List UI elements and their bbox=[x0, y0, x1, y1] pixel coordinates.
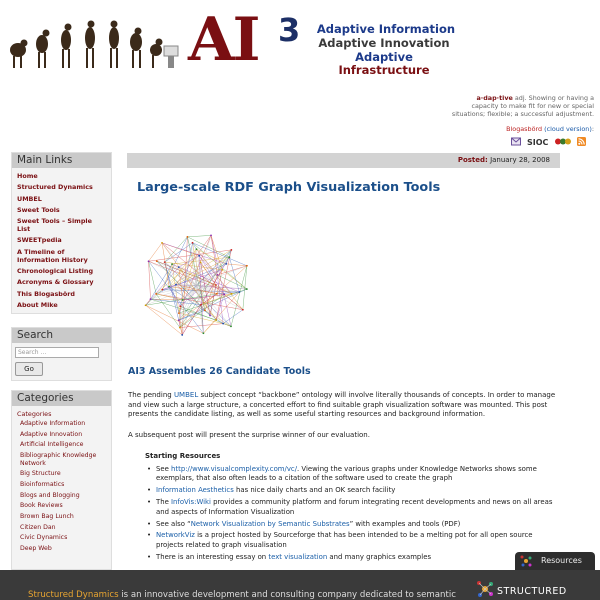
resources-heading: Starting Resources bbox=[145, 452, 221, 460]
list-item bbox=[146, 486, 556, 495]
main-links-title: Main Links bbox=[12, 153, 111, 168]
graph-node bbox=[148, 260, 150, 262]
graph-node bbox=[156, 260, 158, 262]
footer-description: is an innovative development and consulting company dedicated to semantic bbox=[118, 590, 456, 600]
graph-edge bbox=[211, 235, 231, 326]
list-item bbox=[146, 553, 556, 562]
graph-edge bbox=[180, 324, 223, 328]
graph-node bbox=[200, 304, 202, 306]
post-subheading: AI3 Assembles 26 Candidate Tools bbox=[128, 366, 311, 377]
post-date-bar bbox=[127, 153, 560, 168]
graph-node bbox=[216, 274, 218, 276]
graph-node bbox=[230, 326, 232, 328]
graph-node bbox=[202, 332, 204, 334]
structured-dynamics-logo-icon bbox=[476, 580, 494, 598]
graph-edge bbox=[146, 305, 183, 335]
graph-node bbox=[221, 269, 223, 271]
categories-heading: Categories bbox=[17, 410, 52, 418]
graph-node bbox=[242, 309, 244, 311]
graph-edge bbox=[169, 287, 223, 324]
graph-edge bbox=[196, 285, 224, 294]
graph-node bbox=[228, 256, 230, 258]
graph-edge bbox=[196, 257, 229, 285]
main-link-sweet-tools[interactable]: Sweet Tools bbox=[17, 205, 60, 214]
footer-text bbox=[28, 590, 456, 600]
tagline-line-4: Infrastructure bbox=[338, 63, 430, 77]
intro-paragraph bbox=[128, 391, 560, 420]
graph-node bbox=[231, 293, 233, 295]
graph-edge bbox=[165, 262, 223, 270]
graph-node bbox=[215, 284, 217, 286]
graph-edge bbox=[172, 264, 179, 267]
graph-edge bbox=[146, 305, 204, 333]
category-item[interactable]: Bibliographic Knowledge Network bbox=[20, 452, 97, 467]
graph-edge bbox=[165, 237, 188, 262]
category-item[interactable]: Blogs and Blogging bbox=[20, 491, 80, 499]
resources-tab[interactable]: Resources bbox=[515, 552, 595, 570]
graph-edge bbox=[222, 270, 247, 289]
tagline-line-1: Adaptive Information bbox=[316, 22, 456, 36]
search-title: Search bbox=[12, 328, 111, 343]
resource-text: There is an interesting essay on bbox=[156, 552, 269, 561]
main-links-box bbox=[11, 152, 112, 314]
search-box bbox=[11, 327, 112, 381]
evolution-illustration bbox=[4, 8, 182, 70]
category-item[interactable]: Adaptive Innovation bbox=[20, 430, 83, 438]
networkviz-link[interactable]: NetworkViz bbox=[156, 531, 195, 540]
resource-text: ” with examples and tools (PDF) bbox=[349, 519, 461, 528]
graph-node bbox=[164, 261, 166, 263]
structured-dynamics-logo-text[interactable]: STRUCTURED bbox=[497, 586, 567, 597]
graph-node bbox=[171, 263, 173, 265]
main-link-umbel[interactable]: UMBEL bbox=[17, 194, 42, 203]
graph-node bbox=[198, 255, 200, 257]
definition-term: a·dap·tive bbox=[476, 94, 513, 102]
infovis-wiki-link[interactable]: InfoVis:Wiki bbox=[171, 498, 211, 507]
graph-edge bbox=[187, 235, 211, 237]
resources-icon bbox=[520, 555, 532, 567]
category-item[interactable]: Civic Dynamics bbox=[20, 534, 68, 542]
resource-text: See bbox=[156, 465, 172, 473]
category-item[interactable]: Deep Web bbox=[20, 545, 52, 553]
graph-node bbox=[192, 242, 194, 244]
graph-node bbox=[196, 248, 198, 250]
umbel-link[interactable]: UMBEL bbox=[173, 391, 199, 399]
graph-edge bbox=[149, 261, 151, 299]
main-links-list bbox=[12, 168, 111, 316]
graph-node bbox=[168, 286, 170, 288]
graph-node bbox=[175, 284, 177, 286]
graph-edge bbox=[180, 250, 232, 328]
graph-node bbox=[238, 291, 240, 293]
resources-list bbox=[146, 465, 556, 565]
text-visualization-link[interactable]: text visualization bbox=[268, 552, 328, 561]
graph-node bbox=[215, 319, 217, 321]
social-icons bbox=[486, 134, 586, 148]
category-item[interactable]: Brown Bag Lunch bbox=[20, 513, 74, 521]
graph-node bbox=[150, 298, 152, 300]
graph-node bbox=[178, 312, 180, 314]
main-link-structured-dynamics[interactable]: Structured Dynamics bbox=[17, 183, 93, 192]
post-title[interactable]: Large-scale RDF Graph Visualization Tools bbox=[137, 180, 441, 195]
structured-dynamics-link[interactable]: Structured Dynamics bbox=[28, 590, 119, 600]
categories-title: Categories bbox=[12, 391, 111, 406]
intro-text-end: subject concept “backbone” ontology will involve literally thousands of concepts. In order to manage and view such a large structure, a concerted effort to find suitable graph visualization software was mounted. This post presents the candidate listing, as well as some useful starting resources and background information. bbox=[128, 391, 556, 419]
main-link-about-mike[interactable]: About Mike bbox=[17, 300, 58, 309]
resource-text: The bbox=[156, 498, 172, 507]
graph-node bbox=[246, 265, 248, 267]
graph-edge bbox=[156, 294, 183, 300]
graph-node bbox=[204, 309, 206, 311]
graph-node bbox=[178, 266, 180, 268]
search-go-button[interactable]: Go bbox=[15, 362, 43, 376]
graph-node bbox=[223, 293, 225, 295]
category-item[interactable]: Big Structure bbox=[20, 470, 61, 478]
resource-text: has nice daily charts and an OK search facility bbox=[233, 486, 396, 495]
rss-icon[interactable] bbox=[577, 137, 586, 146]
graph-edge bbox=[149, 243, 162, 261]
graph-node bbox=[210, 234, 212, 236]
posted-label: Posted: bbox=[457, 156, 488, 164]
graph-node bbox=[179, 327, 181, 329]
graph-node bbox=[145, 304, 147, 306]
graph-node bbox=[209, 315, 211, 317]
graph-edge bbox=[226, 264, 247, 266]
main-link-blogasbord[interactable]: This Blogasbörd bbox=[17, 289, 75, 298]
definition-block bbox=[450, 94, 594, 118]
posted-date: January 28, 2008 bbox=[490, 156, 550, 164]
graph-edge bbox=[229, 257, 239, 292]
cloud-version-link[interactable]: (cloud version) bbox=[544, 125, 592, 133]
graph-node bbox=[179, 305, 181, 307]
graph-edge bbox=[151, 264, 173, 299]
logo-superscript[interactable]: 3 bbox=[278, 11, 301, 49]
resource-text: is a project hosted by Sourceforge that has been intended to be a melting pot for all open source projects related to graph visualisation bbox=[156, 531, 533, 549]
graph-node bbox=[225, 263, 227, 265]
categories-box bbox=[11, 390, 112, 570]
category-item[interactable]: Bioinformatics bbox=[20, 480, 65, 488]
tagline-line-3: Adaptive bbox=[355, 50, 413, 64]
resource-text: . Viewing the various graphs under Knowledge Networks shows some exemplars, that also often leads to a citation of the software used to create the graph bbox=[156, 465, 537, 483]
search-input[interactable]: Search ... bbox=[15, 347, 99, 358]
graph-edge bbox=[203, 320, 216, 333]
graph-node bbox=[181, 334, 183, 336]
blog-links-suffix: : bbox=[591, 125, 594, 133]
list-item bbox=[146, 520, 556, 529]
graph-node bbox=[230, 249, 232, 251]
graph-node bbox=[155, 293, 157, 295]
graph-edge bbox=[187, 237, 229, 257]
logo-ai[interactable]: AI bbox=[188, 5, 259, 75]
graph-node bbox=[222, 323, 224, 325]
main-link-home[interactable]: Home bbox=[17, 172, 38, 180]
graph-node bbox=[182, 299, 184, 301]
graph-visualization-image bbox=[128, 225, 268, 345]
followup-paragraph: A subsequent post will present the surprise winner of our evaluation. bbox=[128, 431, 370, 439]
semantic-substrates-link[interactable]: Network Visualization by Semantic Substrates bbox=[190, 519, 350, 528]
graph-node bbox=[216, 293, 218, 295]
graph-node bbox=[161, 242, 163, 244]
category-item[interactable]: Citizen Dan bbox=[20, 523, 56, 531]
list-item bbox=[146, 531, 556, 550]
intro-text-start: The pending bbox=[128, 391, 174, 399]
graph-node bbox=[246, 288, 248, 290]
graph-node bbox=[161, 289, 163, 291]
resource-text: See also “ bbox=[156, 519, 191, 528]
visualcomplexity-link[interactable]: http://www.visualcomplexity.com/vc/ bbox=[171, 465, 298, 473]
definition-text: adj. Showing or having a capacity to make fit for new or special situations; flexible; a successful adjustment. bbox=[451, 94, 594, 118]
blogasbord-link[interactable]: Blogasbörd bbox=[506, 125, 543, 133]
graph-node bbox=[200, 261, 202, 263]
graph-edge bbox=[223, 310, 243, 324]
resource-text: provides a community platform and forum integrating recent developments and news on all areas and aspects of Information Visualization bbox=[156, 498, 553, 516]
main-link-timeline[interactable]: A Timeline of Information History bbox=[17, 247, 88, 264]
main-link-acronyms[interactable]: Acronyms & Glossary bbox=[17, 278, 94, 287]
graph-edge bbox=[243, 266, 247, 310]
resource-text: and many graphics examples bbox=[327, 552, 432, 561]
category-item[interactable]: Adaptive Information bbox=[20, 420, 86, 427]
graph-node bbox=[187, 236, 189, 238]
network-icon[interactable] bbox=[555, 137, 571, 146]
graph-edge bbox=[231, 266, 247, 327]
category-item[interactable]: Artificial Intelligence bbox=[20, 441, 84, 449]
list-item bbox=[146, 465, 556, 484]
main-link-sweetpedia[interactable]: SWEETpedia bbox=[17, 236, 62, 245]
svg-text:SIOC: SIOC bbox=[527, 137, 549, 146]
mail-icon[interactable] bbox=[511, 137, 521, 146]
sioc-icon[interactable] bbox=[527, 137, 549, 146]
categories-list bbox=[12, 420, 111, 553]
main-link-sweet-tools-simple[interactable]: Sweet Tools – Simple List bbox=[17, 217, 92, 234]
blog-links bbox=[450, 125, 594, 133]
tagline-line-2: Adaptive Innovation bbox=[318, 36, 450, 50]
graph-node bbox=[178, 319, 180, 321]
category-item[interactable]: Book Reviews bbox=[20, 502, 63, 510]
information-aesthetics-link[interactable]: Information Aesthetics bbox=[156, 486, 234, 495]
list-item bbox=[146, 498, 556, 517]
main-link-chronological[interactable]: Chronological Listing bbox=[17, 267, 94, 276]
